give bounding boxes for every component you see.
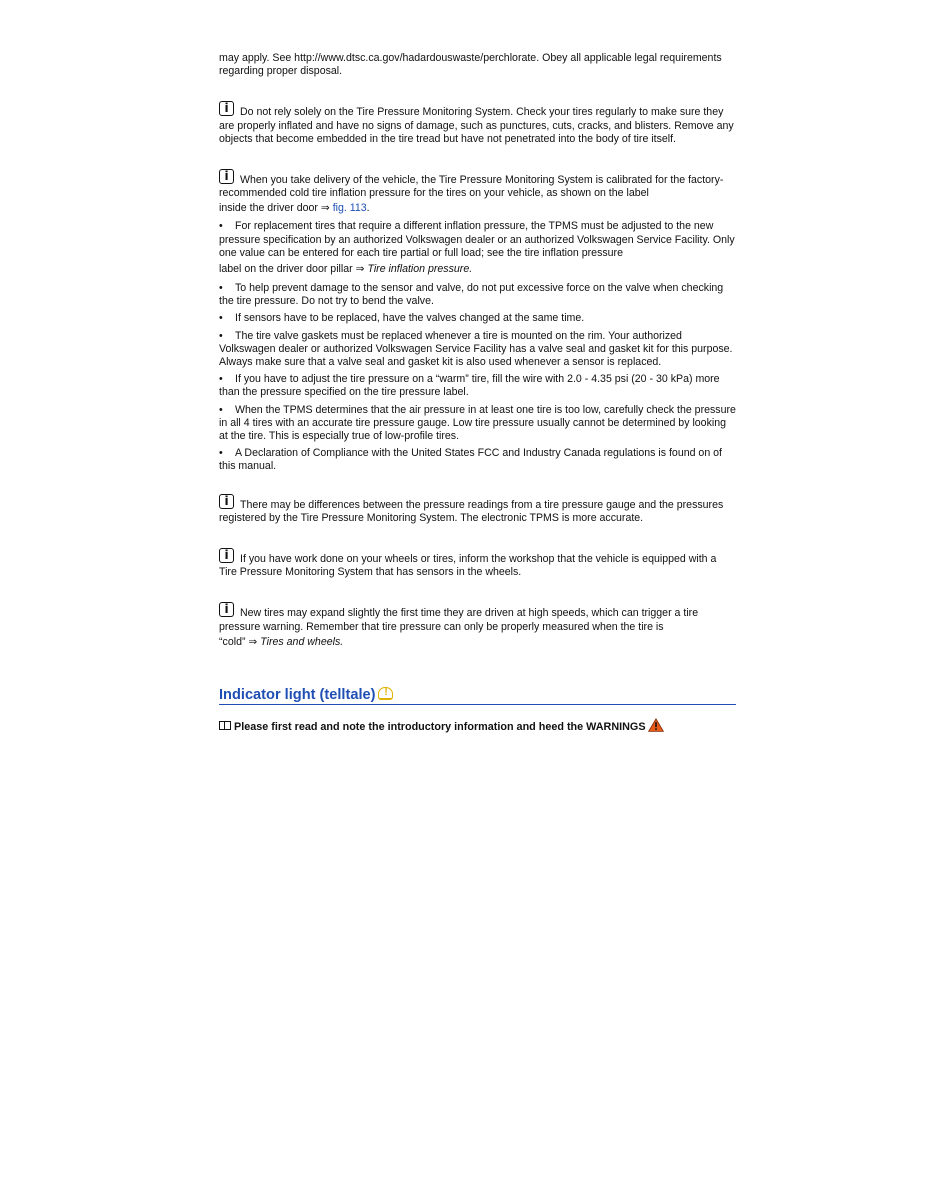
list-item: • If you have to adjust the tire pressure on a “warm” tire, fill the wire with 2.0 - 4.35 psi (20 - 30 kPa) more than the pressure specified on the tire pressure label. [219, 373, 720, 399]
info-icon [219, 101, 234, 116]
info-icon [219, 494, 234, 509]
list-item: • For replacement tires that require a different inflation pressure, the TPMS must be adjusted to the new pressure specification by an authorized Volkswagen dealer or an authorized Volkswagen Service Facility. Only one value can be entered for each tire partial or full load; see the tire inflation pressure label on the driver door pillar ⇒ Tire inflation pressure. [219, 220, 735, 276]
list-item: • To help prevent damage to the sensor and valve, do not put excessive force on the valve when checking the tire pressure. Do not try to bend the valve. [219, 282, 724, 308]
list-item: • If sensors have to be replaced, have the valves changed at the same time. [219, 312, 585, 325]
tpms-warning-icon [378, 687, 393, 700]
tpms-bullet-list [219, 220, 736, 473]
fig-113-link[interactable]: fig. 113 [332, 202, 367, 215]
info-note-5: iNew tires may expand slightly the first time they are driven at high speeds, which can trigger a tire pressure warning. Remember that tire pressure can only be properly measured when the tire is [219, 602, 736, 633]
list-item: • The tire valve gaskets must be replaced whenever a tire is mounted on the rim. Your authorized Volkswagen dealer or authorized Volkswagen Service Facility has a valve seal and gasket kit for this purpose. Always make sure that a valve seal and gasket kit is also used whenever a sensor is replaced. [219, 329, 733, 369]
tire-inflation-pressure-ref[interactable]: Tire inflation pressure. [367, 263, 473, 276]
book-icon [219, 721, 231, 730]
info-note-2-cont: inside the driver door ⇒ fig. 113. [219, 202, 370, 215]
info-icon [219, 602, 234, 617]
info-note-3: iThere may be differences between the pressure readings from a tire pressure gauge and the pressures registered by the Tire Pressure Monitoring System. The electronic TPMS is more accurate. [219, 494, 736, 525]
list-item: • When the TPMS determines that the air pressure in at least one tire is too low, carefully check the pressure in all 4 tires with an accurate tire pressure gauge. Low tire pressure usually cannot be determined by looking at the tire. This is especially true of low-profile tires. [219, 403, 736, 443]
warning-triangle-icon[interactable] [648, 718, 664, 732]
tires-and-wheels-ref[interactable]: Tires and wheels. [260, 635, 344, 648]
list-item: • A Declaration of Compliance with the United States FCC and Industry Canada regulations is found on of this manual. [219, 447, 722, 473]
intro-paragraph: may apply. See http://www.dtsc.ca.gov/hadardouswaste/perchlorate. Obey all applicable legal requirements regarding proper disposal. [219, 52, 722, 78]
info-note-1: iDo not rely solely on the Tire Pressure Monitoring System. Check your tires regularly to make sure they are properly inflated and have no signs of damage, such as punctures, cuts, cracks, and blisters. Remove any objects that become embedded in the tire tread but have not penetrated into the body of tire itself. [219, 101, 736, 146]
info-note-5-cont: “cold” ⇒ Tires and wheels. [219, 635, 344, 648]
read-introduction-link[interactable]: Please first read and note the introductory information and heed the WARNINGS [234, 721, 646, 734]
manual-page [219, 52, 736, 734]
info-icon [219, 548, 234, 563]
info-note-2: iWhen you take delivery of the vehicle, the Tire Pressure Monitoring System is calibrated for the factory-recommended cold tire inflation pressure for the tires on your vehicle, as shown on the label [219, 169, 736, 200]
section-title: Indicator light (telltale)! [219, 687, 736, 705]
info-icon [219, 169, 234, 184]
info-note-4: iIf you have work done on your wheels or tires, inform the workshop that the vehicle is equipped with a Tire Pressure Monitoring System that has sensors in the wheels. [219, 548, 736, 579]
intro-note [219, 718, 736, 734]
